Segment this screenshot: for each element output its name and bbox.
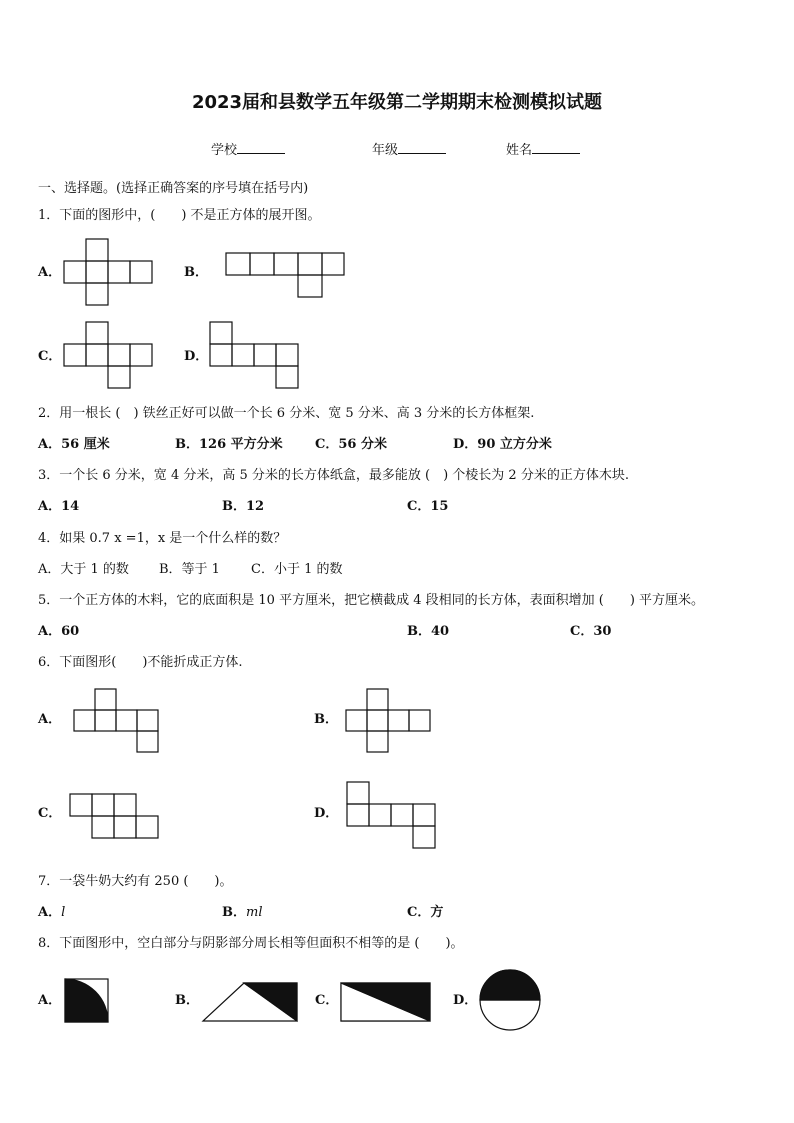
q8-option-c[interactable]: C． xyxy=(315,993,339,1008)
q4-option-c[interactable]: C．小于 1 的数 xyxy=(251,562,343,577)
question-7-stem: 7．一袋牛奶大约有 250 ( )。 xyxy=(38,874,233,889)
q7-option-c[interactable]: C．方 xyxy=(407,905,444,920)
q6-option-b[interactable]: B． xyxy=(314,712,338,727)
q1-option-a[interactable]: A． xyxy=(38,265,62,280)
q8-option-b[interactable]: B． xyxy=(175,993,199,1008)
q1-net-a xyxy=(62,238,158,308)
q3-option-b[interactable]: B．12 xyxy=(222,499,265,514)
q2-option-b[interactable]: B．126 平方分米 xyxy=(175,437,283,452)
q6-net-d xyxy=(346,781,440,851)
q1-option-b[interactable]: B． xyxy=(184,265,208,280)
q8-option-d[interactable]: D． xyxy=(453,993,478,1008)
section-heading: 一、选择题。(选择正确答案的序号填在括号内) xyxy=(38,181,309,196)
grade-label: 年级 xyxy=(372,143,399,158)
q7-option-b-label: B． xyxy=(222,905,246,920)
q5-option-c[interactable]: C．30 xyxy=(570,624,612,639)
school-field[interactable] xyxy=(211,141,285,159)
question-4-stem: 4．如果 0.7 x =1，x 是一个什么样的数？ xyxy=(38,531,287,546)
q5-option-a[interactable]: A．60 xyxy=(38,624,80,639)
question-6-stem: 6．下面图形( )不能折成正方体. xyxy=(38,655,243,670)
grade-field[interactable] xyxy=(372,141,446,159)
q4-option-b[interactable]: B．等于 1 xyxy=(159,562,220,577)
question-8-stem: 8．下面图形中，空白部分与阴影部分周长相等但面积不相等的是 ( )。 xyxy=(38,936,464,951)
q2-option-a[interactable]: A．56 厘米 xyxy=(38,437,110,452)
school-label: 学校 xyxy=(211,143,238,158)
question-2-stem: 2．用一根长 ( ) 铁丝正好可以做一个长 6 分米、宽 5 分米、高 3 分米的长方体框架. xyxy=(38,406,535,421)
q7-unit-ml: ml xyxy=(246,905,263,920)
question-3-stem: 3．一个长 6 分米，宽 4 分米，高 5 分米的长方体纸盒，最多能放 ( ) 个棱长为 2 分米的正方体木块. xyxy=(38,468,629,483)
q6-option-a[interactable]: A． xyxy=(38,712,62,727)
q8-figure-c-rectangle xyxy=(339,981,433,1025)
q6-net-a xyxy=(73,688,163,754)
q2-option-d[interactable]: D．90 立方分米 xyxy=(453,437,552,452)
q5-option-b[interactable]: B．40 xyxy=(407,624,450,639)
q1-net-c xyxy=(62,321,158,391)
q6-net-c xyxy=(69,793,163,839)
question-1-stem: 1．下面的图形中，( ) 不是正方体的展开图。 xyxy=(38,208,321,223)
q7-unit-l: l xyxy=(61,905,66,920)
q1-option-c[interactable]: C． xyxy=(38,349,62,364)
grade-blank[interactable] xyxy=(398,141,446,154)
q8-option-a[interactable]: A． xyxy=(38,993,62,1008)
page-title: 2023届和县数学五年级第二学期期末检测模拟试题 xyxy=(191,92,603,113)
q2-option-c[interactable]: C．56 分米 xyxy=(315,437,387,452)
question-5-stem: 5．一个正方体的木料，它的底面积是 10 平方厘米，把它横截成 4 段相同的长方体，表面积增加 ( ) 平方厘米。 xyxy=(38,593,705,608)
q7-option-a-label: A． xyxy=(38,905,62,920)
q6-option-d[interactable]: D． xyxy=(314,806,339,821)
q3-option-a[interactable]: A．14 xyxy=(38,499,80,514)
q6-option-c[interactable]: C． xyxy=(38,806,62,821)
q8-figure-b-trapezoid xyxy=(201,981,301,1025)
q8-figure-d-circle xyxy=(477,968,547,1032)
q1-option-d[interactable]: D． xyxy=(184,349,209,364)
q8-figure-a-quarter-circle xyxy=(63,977,111,1025)
name-field[interactable] xyxy=(506,141,580,159)
q6-net-b xyxy=(345,688,435,754)
q1-net-d xyxy=(208,321,304,391)
school-blank[interactable] xyxy=(237,141,285,154)
q1-net-b xyxy=(224,252,348,300)
name-label: 姓名 xyxy=(506,143,533,158)
q3-option-c[interactable]: C．15 xyxy=(407,499,449,514)
name-blank[interactable] xyxy=(532,141,580,154)
q7-option-b[interactable] xyxy=(222,905,263,921)
q4-option-a[interactable]: A．大于 1 的数 xyxy=(38,562,129,577)
q7-option-a[interactable] xyxy=(38,905,65,921)
